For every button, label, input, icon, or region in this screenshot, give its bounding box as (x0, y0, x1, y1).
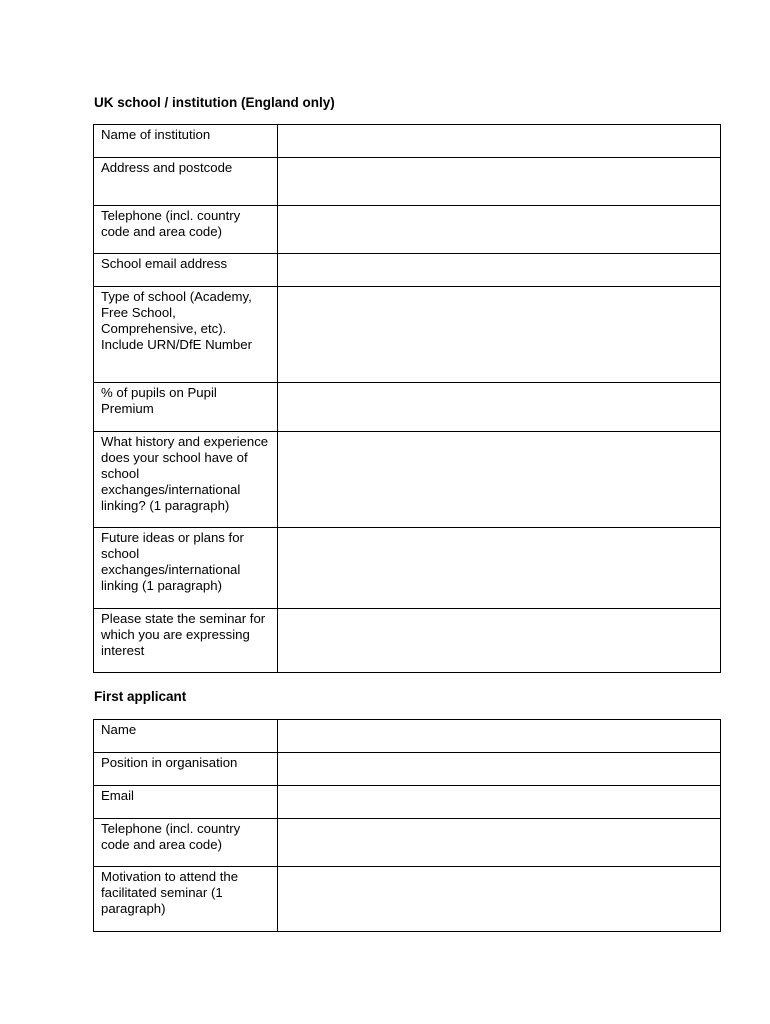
form-row-pupil-premium (94, 383, 721, 432)
field-label: Type of school (Academy, Free School, Comprehensive, etc). Include URN/DfE Number (94, 287, 278, 383)
future-plans-field[interactable] (278, 528, 720, 547)
institution-name-field[interactable] (278, 125, 720, 144)
field-label: Future ideas or plans for school exchanges/international linking (1 paragraph) (94, 528, 278, 609)
field-label: Position in organisation (94, 753, 278, 786)
field-label: Motivation to attend the facilitated seminar (1 paragraph) (94, 867, 278, 932)
school-type-field[interactable] (278, 287, 720, 306)
field-label: School email address (94, 254, 278, 287)
form-row-institution-name (94, 125, 721, 158)
applicant-email-field[interactable] (278, 786, 720, 805)
future-plans-cell[interactable] (278, 528, 721, 609)
form-row-address (94, 158, 721, 206)
field-label: Telephone (incl. country code and area code) (94, 819, 278, 867)
telephone-field[interactable] (278, 206, 720, 225)
field-label: Telephone (incl. country code and area code) (94, 206, 278, 254)
form-row-applicant-telephone (94, 819, 721, 867)
pupil-premium-field[interactable] (278, 383, 720, 402)
first-applicant-form-table (93, 719, 721, 932)
field-label: % of pupils on Pupil Premium (94, 383, 278, 432)
telephone-cell[interactable] (278, 206, 721, 254)
first-applicant-heading: First applicant (94, 689, 187, 704)
seminar-cell[interactable] (278, 609, 721, 673)
pupil-premium-cell[interactable] (278, 383, 721, 432)
applicant-name-field[interactable] (278, 720, 720, 739)
school-type-cell[interactable] (278, 287, 721, 383)
field-label: Address and postcode (94, 158, 278, 206)
form-row-applicant-email (94, 786, 721, 819)
field-label: What history and experience does your school have of school exchanges/international linking? (1 paragraph) (94, 432, 278, 528)
motivation-cell[interactable] (278, 867, 721, 932)
institution-name-cell[interactable] (278, 125, 721, 158)
form-row-telephone (94, 206, 721, 254)
field-label: Please state the seminar for which you are expressing interest (94, 609, 278, 673)
field-label: Name of institution (94, 125, 278, 158)
form-row-exchange-history (94, 432, 721, 528)
applicant-telephone-cell[interactable] (278, 819, 721, 867)
exchange-history-cell[interactable] (278, 432, 721, 528)
address-cell[interactable] (278, 158, 721, 206)
form-row-seminar (94, 609, 721, 673)
exchange-history-field[interactable] (278, 432, 720, 451)
seminar-field[interactable] (278, 609, 720, 628)
school-email-cell[interactable] (278, 254, 721, 287)
applicant-telephone-field[interactable] (278, 819, 720, 838)
form-row-motivation (94, 867, 721, 932)
institution-section-heading: UK school / institution (England only) (94, 95, 335, 110)
address-field[interactable] (278, 158, 720, 177)
applicant-email-cell[interactable] (278, 786, 721, 819)
form-row-school-type (94, 287, 721, 383)
position-cell[interactable] (278, 753, 721, 786)
form-row-school-email (94, 254, 721, 287)
position-field[interactable] (278, 753, 720, 772)
form-row-future-plans (94, 528, 721, 609)
applicant-name-cell[interactable] (278, 720, 721, 753)
school-email-field[interactable] (278, 254, 720, 273)
institution-form-table (93, 124, 721, 673)
motivation-field[interactable] (278, 867, 720, 886)
field-label: Name (94, 720, 278, 753)
form-row-position (94, 753, 721, 786)
field-label: Email (94, 786, 278, 819)
form-row-applicant-name (94, 720, 721, 753)
